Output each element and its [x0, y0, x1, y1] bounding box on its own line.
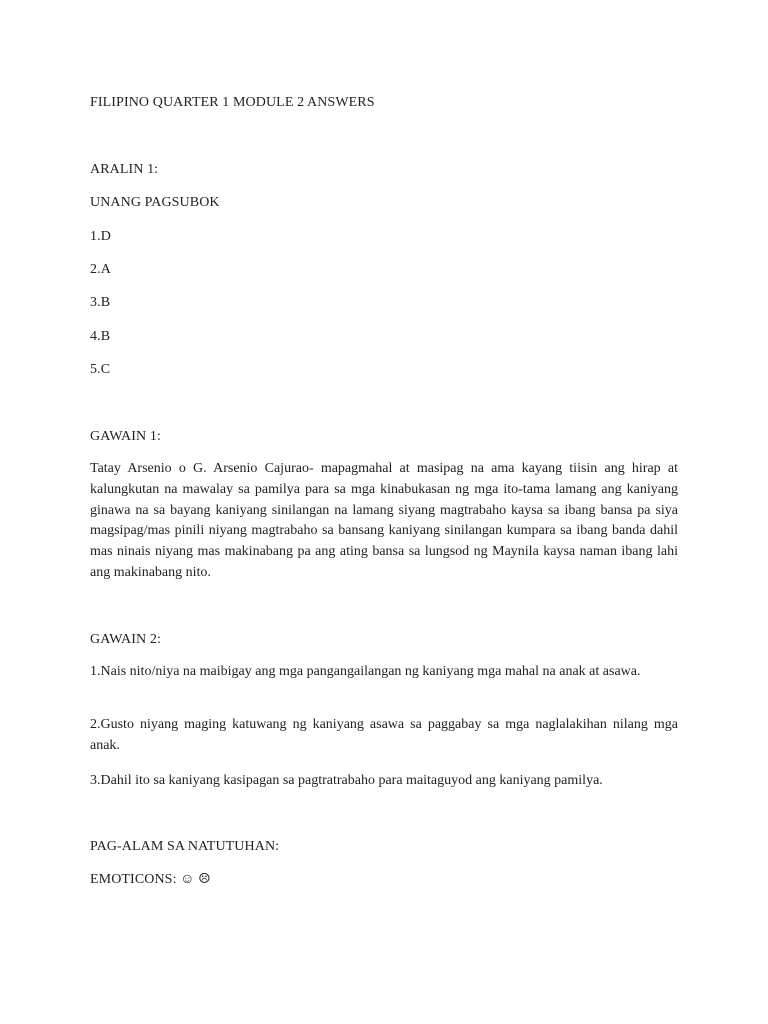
answer-item: 2.A — [90, 262, 111, 277]
answer-item: 5.C — [90, 362, 111, 377]
answer-item: 4.B — [90, 329, 111, 344]
unang-pagsubok-heading: UNANG PAGSUBOK — [90, 195, 220, 210]
emoticons-line: EMOTICONS: ☺ ☹ — [90, 872, 211, 887]
aralin-heading: ARALIN 1: — [90, 162, 159, 177]
document-title: FILIPINO QUARTER 1 MODULE 2 ANSWERS — [90, 95, 375, 110]
gawain-1-paragraph: Tatay Arsenio o G. Arsenio Cajurao- mapagmahal at masipag na ama kayang tiisin ang hirap at kalungkutan na mawalay sa pamilya para sa mga kinabukasan ng mga ito-tama lamang ang kaniyang ginawa na sa bayang kaniyang sinilangan na lamang siyang magtrabaho kaysa sa ibang bansa pa siya magsipag/mas pinili niyang magtrabaho sa bansang kaniyang sinilangan kumpara sa ibang banda dahil mas ninais niyang mas makinabang pa ang ating bansa sa lungsod ng Maynila kaysa naman ibang lahi ang makinabang nito. — [90, 461, 678, 580]
gawain-2-item: 1.Nais nito/niya na maibigay ang mga pangangailangan ng kaniyang mga mahal na anak at asawa. — [90, 664, 641, 679]
answer-item: 3.B — [90, 295, 111, 310]
gawain-1-heading: GAWAIN 1: — [90, 429, 161, 444]
pag-alam-heading: PAG-ALAM SA NATUTUHAN: — [90, 839, 280, 854]
gawain-2-item: 3.Dahil ito sa kaniyang kasipagan sa pagtratrabaho para maitaguyod ang kaniyang pamilya. — [90, 773, 603, 788]
gawain-2-heading: GAWAIN 2: — [90, 632, 161, 647]
gawain-2-item: 2.Gusto niyang maging katuwang ng kaniyang asawa sa paggabay sa mga naglalakihan nilang mga anak. — [90, 717, 678, 753]
answer-item: 1.D — [90, 229, 111, 244]
